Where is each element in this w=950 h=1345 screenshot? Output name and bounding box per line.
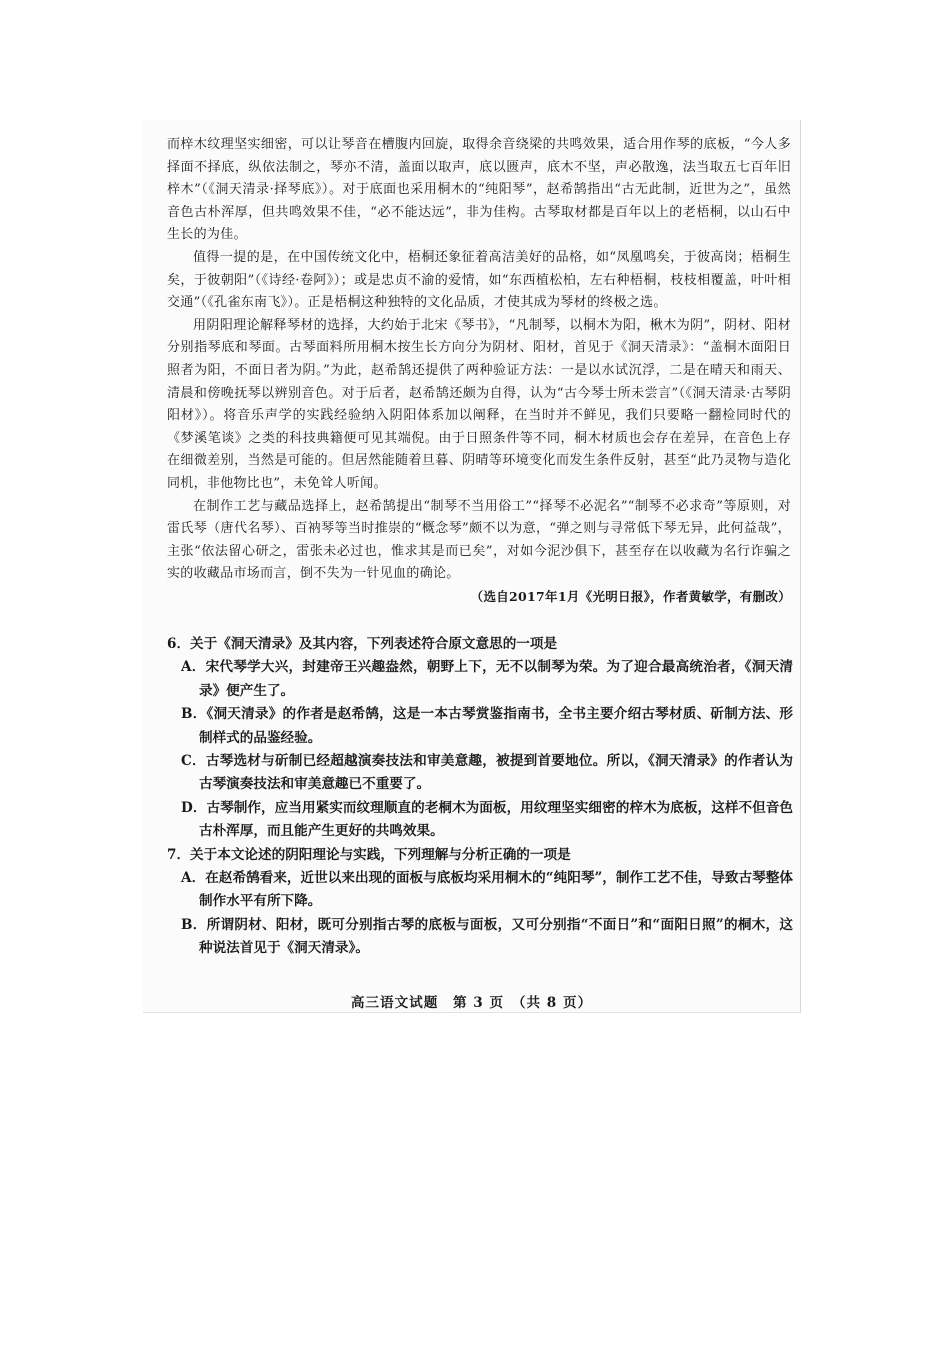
question-6-stem: 6．关于《洞天清录》及其内容，下列表述符合原文意思的一项是 — [167, 636, 558, 652]
question-7-stem: 7．关于本文论述的阴阳理论与实践，下列理解与分析正确的一项是 — [167, 846, 571, 863]
passage-paragraph-4: 在制作工艺与藏品选择上，赵希鹄提出“制琴不当用俗工”“择琴不必泥名”“制琴不必求奇”等原则，对雷氏琴（唐代名琴）、百衲琴等当时推崇的“概念琴”颇不以为意，“弹之则与寻常低下琴无异，此何益哉”，主张“依法留心研之，雷张未必过也，惟求其是而已矣”，对如今泥沙俱下，甚至存在以收藏为名行诈骗之实的收藏品市场而言，倒不失为一针见血的确论。 — [167, 498, 791, 582]
reading-passage — [167, 134, 791, 608]
scanned-exam-page — [143, 120, 801, 1013]
passage-paragraph-3: 用阴阳理论解释琴材的选择，大约始于北宋《琴书》，“凡制琴，以桐木为阳，楸木为阴”，阴材、阳材分别指琴底和琴面。古琴面料所用桐木按生长方向分为阴材、阳材，首见于《洞天清录》：“盖桐木面阳日照者为阳，不面日者为阴。”为此，赵希鹄还提供了两种验证方法：一是以水试沉浮，二是在晴天和雨天、清晨和傍晚抚琴以辨别音色。对于后者，赵希鹄还颇为自得，认为“古今琴士所未尝言”（《洞天清录·古琴阴阳材》）。将音乐声学的实践经验纳入阴阳体系加以阐释，在当时并不鲜见，我们只要略一翻检同时代的《梦溪笔谈》之类的科技典籍便可见其端倪。由于日照条件等不同，桐木材质也会存在差异，在音色上存在细微差别，当然是可能的。但居然能随着旦暮、阴晴等环境变化而发生条件反射，甚至“此乃灵物与造化同机，非他物比也”，未免耸人听闻。 — [167, 317, 791, 491]
question-6-option-d: D．古琴制作，应当用紧实而纹理顺直的老桐木为面板，用纹理坚实细密的梓木为底板，这样不但音色古朴浑厚，而且能产生更好的共鸣效果。 — [181, 799, 793, 840]
question-6-option-a: A．宋代琴学大兴，封建帝王兴趣盎然，朝野上下，无不以制琴为荣。为了迎合最高统治者，《洞天清录》便产生了。 — [181, 659, 793, 699]
question-6-option-c: C．古琴选材与斫制已经超越演奏技法和审美意趣，被提到首要地位。所以，《洞天清录》的作者认为古琴演奏技法和审美意趣已不重要了。 — [181, 753, 793, 793]
question-7-option-b: B．所谓阴材、阳材，既可分别指古琴的底板与面板，又可分别指“不面日”和“面阳日照”的桐木，这种说法首见于《洞天清录》。 — [181, 916, 793, 957]
question-list — [167, 633, 793, 961]
passage-paragraph-2: 值得一提的是，在中国传统文化中，梧桐还象征着高洁美好的品格，如“凤凰鸣矣，于彼高岗；梧桐生矣，于彼朝阳”（《诗经·卷阿》）；或是忠贞不渝的爱情，如“东西植松柏，左右种梧桐，枝枝相覆盖，叶叶相交通”（《孔雀东南飞》）。正是梧桐这种独特的文化品质，才使其成为琴材的终极之选。 — [167, 249, 791, 311]
passage-source: （选自2017年1月《光明日报》，作者黄敏学，有删改） — [470, 588, 791, 604]
passage-paragraph-1: 而梓木纹理坚实细密，可以让琴音在槽腹内回旋，取得余音绕梁的共鸣效果，适合用作琴的底板，“今人多择面不择底，纵依法制之，琴亦不清，盖面以取声，底以匮声，底木不坚，声必散逸，法当取五七百年旧梓木”（《洞天清录·择琴底》）。对于底面也采用桐木的“纯阳琴”，赵希鹄指出“古无此制，近世为之”，虽然音色古朴浑厚，但共鸣效果不佳，“必不能达远”，非为佳构。古琴取材都是百年以上的老梧桐，以山石中生长的为佳。 — [167, 137, 791, 243]
page-footer: 高三语文试题 第 3 页 （共 8 页） — [350, 995, 593, 1011]
question-6-option-b: B．《洞天清录》的作者是赵希鹄，这是一本古琴赏鉴指南书，全书主要介绍古琴材质、斫制方法、形制样式的品鉴经验。 — [181, 706, 793, 746]
question-7-option-a: A．在赵希鹄看来，近世以来出现的面板与底板均采用桐木的“纯阳琴”，制作工艺不佳，导致古琴整体制作水平有所下降。 — [181, 870, 793, 910]
